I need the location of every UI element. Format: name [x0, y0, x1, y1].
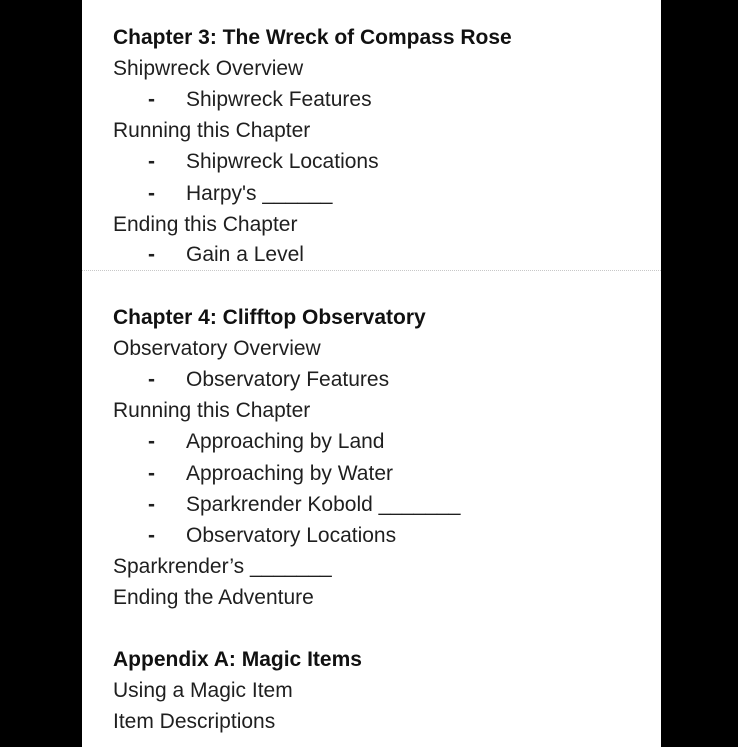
toc-entry-using-a-magic-item: Using a Magic Item [113, 679, 293, 702]
chapter-3-heading: Chapter 3: The Wreck of Compass Rose [113, 26, 512, 49]
bullet-dash: - [148, 368, 155, 391]
toc-entry-ending-this-chapter: Ending this Chapter [113, 213, 298, 236]
bullet-dash: - [148, 462, 155, 485]
bullet-dash: - [148, 88, 155, 111]
bullet-dash: - [148, 524, 155, 547]
chapter-4-heading: Chapter 4: Clifftop Observatory [113, 306, 426, 329]
bullet-dash: - [148, 182, 155, 205]
toc-entry-observatory-overview: Observatory Overview [113, 337, 321, 360]
toc-entry-item-descriptions: Item Descriptions [113, 710, 276, 733]
toc-subentry-gain-a-level [148, 243, 304, 267]
toc-subentry-label: Observatory Locations [186, 524, 397, 547]
toc-subentry-sparkrender-kobold [148, 493, 460, 517]
toc-entry-running-this-chapter-2: Running this Chapter [113, 399, 311, 422]
bullet-dash: - [148, 243, 155, 266]
toc-entry-shipwreck-overview: Shipwreck Overview [113, 57, 304, 80]
toc-subentry-harpys [148, 182, 332, 206]
bullet-dash: - [148, 430, 155, 453]
toc-subentry-approaching-by-land [148, 430, 385, 454]
toc-subentry-label: Harpy's ______ [186, 182, 333, 205]
toc-subentry-shipwreck-locations [148, 150, 379, 174]
toc-subentry-label: Approaching by Water [186, 462, 393, 485]
toc-subentry-observatory-locations [148, 524, 396, 548]
toc-entry-sparkrenders: Sparkrender’s _______ [113, 555, 332, 578]
toc-subentry-label: Gain a Level [186, 243, 304, 266]
toc-subentry-label: Approaching by Land [186, 430, 385, 453]
toc-entry-running-this-chapter: Running this Chapter [113, 119, 311, 142]
toc-subentry-shipwreck-features [148, 88, 372, 112]
appendix-a-heading: Appendix A: Magic Items [113, 648, 362, 671]
page-break-divider [82, 270, 661, 271]
bullet-dash: - [148, 493, 155, 516]
toc-subentry-label: Shipwreck Features [186, 88, 372, 111]
toc-subentry-approaching-by-water [148, 462, 393, 486]
document-page [82, 0, 661, 747]
toc-entry-ending-the-adventure: Ending the Adventure [113, 586, 314, 609]
bullet-dash: - [148, 150, 155, 173]
toc-subentry-label: Observatory Features [186, 368, 390, 391]
toc-subentry-label: Shipwreck Locations [186, 150, 379, 173]
toc-subentry-label: Sparkrender Kobold _______ [186, 493, 461, 516]
toc-subentry-observatory-features [148, 368, 389, 392]
